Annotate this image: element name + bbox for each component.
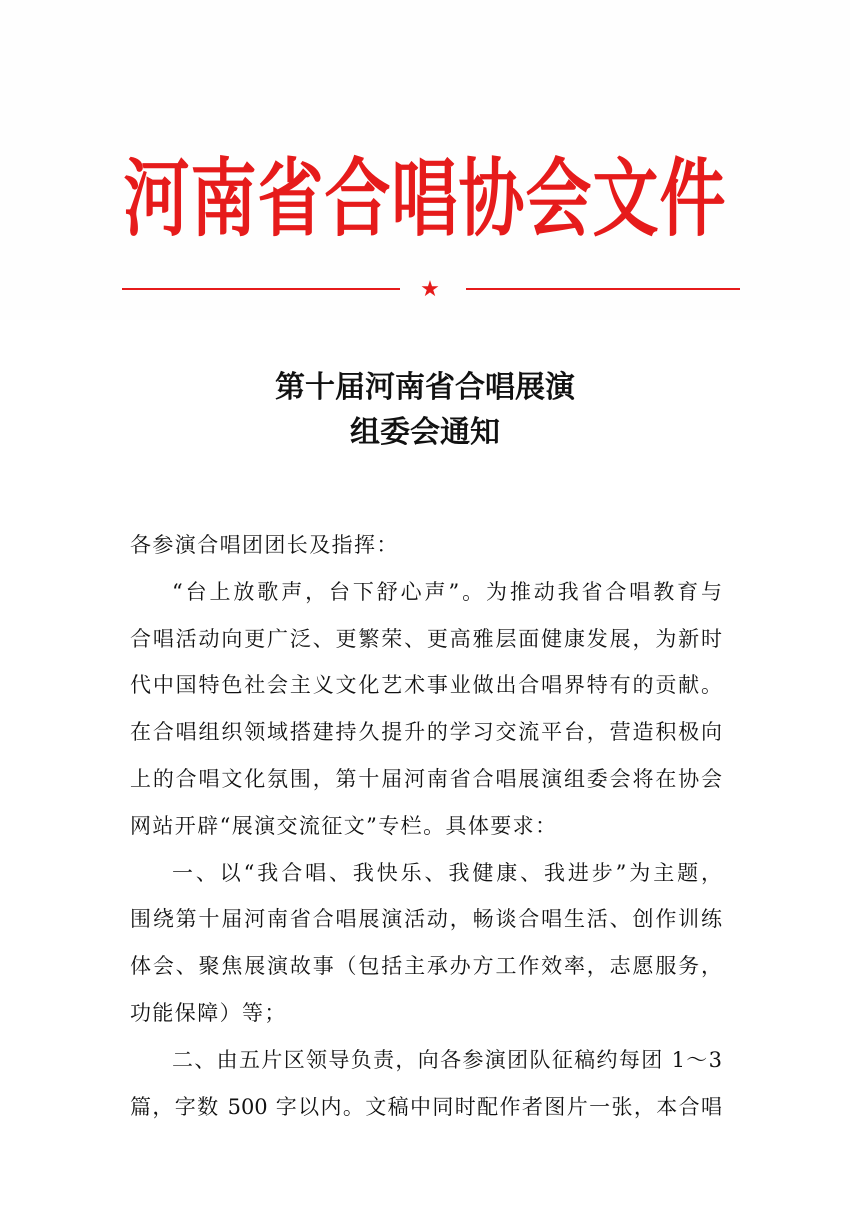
- document-title-line-2: 组委会通知: [350, 415, 500, 450]
- paragraph-line: 合唱活动向更广泛、更繁荣、更高雅层面健康发展，为新时: [130, 626, 722, 651]
- paragraph-line: 代中国特色社会主义文化艺术事业做出合唱界特有的贡献。: [130, 673, 722, 698]
- divider-line-left: [122, 288, 400, 290]
- paragraph-line: 在合唱组织领域搭建持久提升的学习交流平台，营造积极向: [130, 720, 722, 745]
- org-title: 河南省合唱协会文件: [123, 148, 727, 249]
- paragraph-line: 一、以“我合唱、我快乐、我健康、我进步”为主题，: [172, 860, 722, 885]
- document-body: [130, 522, 722, 1130]
- paragraph-line: 上的合唱文化氛围，第十届河南省合唱展演组委会将在协会: [130, 766, 722, 791]
- paragraph-line: “台上放歌声，台下舒心声”。为推动我省合唱教育与: [172, 579, 722, 604]
- paragraph-line: 篇，字数 500 字以内。文稿中同时配作者图片一张，本合唱: [130, 1094, 722, 1119]
- paragraph-line: 功能保障）等；: [130, 1000, 287, 1025]
- divider-line-right: [466, 288, 740, 290]
- paragraph-line: 二、由五片区领导负责，向各参演团队征稿约每团 1～3: [172, 1047, 722, 1072]
- paragraph-line: 体会、聚焦展演故事（包括主承办方工作效率，志愿服务，: [130, 954, 722, 979]
- paragraph-line: 网站开辟“展演交流征文”专栏。具体要求：: [130, 813, 558, 838]
- paragraph-line: 围绕第十届河南省合唱展演活动，畅谈合唱生活、创作训练: [130, 907, 722, 932]
- salutation: 各参演合唱团团长及指挥：: [130, 533, 399, 557]
- document-title-line-1: 第十届河南省合唱展演: [275, 370, 575, 405]
- star-icon: ★: [420, 277, 440, 302]
